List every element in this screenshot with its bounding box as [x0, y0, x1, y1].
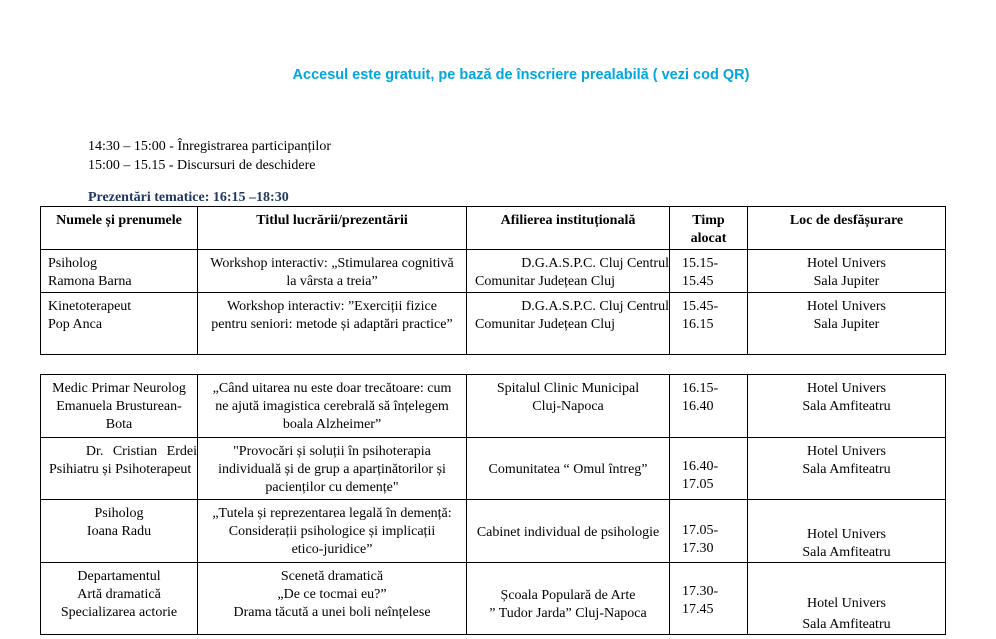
- affiliation-line: Spitalul Clinic Municipal: [496, 381, 640, 396]
- presentations-table-2: [40, 374, 946, 635]
- cell-affiliation: [467, 438, 670, 500]
- table-row: [41, 563, 946, 635]
- location-line: Hotel Univers: [807, 256, 886, 271]
- cell-title: [198, 438, 467, 500]
- title-line: Scenetă dramatică: [280, 569, 384, 584]
- cell-title: [198, 563, 467, 635]
- title-line: ne ajută imagistica cerebrală să înțelegem: [215, 399, 449, 414]
- name-line: Psiholog: [48, 256, 98, 271]
- title-line: la vârsta a treia”: [286, 274, 378, 289]
- table-row: [41, 293, 946, 355]
- title-line: etico-juridice”: [291, 542, 373, 557]
- cell-time: 16.15-16.40: [670, 375, 748, 438]
- name-line: Psihiatru și Psihoterapeut: [49, 462, 192, 477]
- location-line: Hotel Univers: [807, 299, 886, 314]
- schedule-registration: 14:30 – 15:00 - Înregistrarea participanților: [88, 139, 331, 154]
- cell-time: 16.40-17.05: [670, 438, 748, 500]
- header-name: Numele și prenumele: [41, 207, 198, 250]
- header-location: Loc de desfășurare: [748, 207, 946, 250]
- cell-affiliation: [467, 375, 670, 438]
- header-time-line2: alocat: [690, 231, 727, 246]
- title-line: Workshop interactiv: ”Exerciții fizice: [227, 299, 437, 314]
- cell-affiliation: [467, 500, 670, 563]
- presentations-table-1: [40, 206, 946, 355]
- header-time-line1: Timp: [692, 213, 725, 228]
- location-line: Sala Amfiteatru: [802, 399, 891, 414]
- location-line: Sala Jupiter: [813, 274, 880, 289]
- name-line: Bota: [105, 417, 133, 432]
- cell-title: [198, 293, 467, 355]
- name-line: Medic Primar Neurolog: [52, 381, 186, 396]
- location-line: Hotel Univers: [807, 596, 886, 611]
- title-line: „De ce tocmai eu?”: [277, 587, 387, 602]
- location-line: Hotel Univers: [807, 381, 886, 396]
- name-line: Dr. Cristian Erdei: [85, 444, 197, 459]
- name-line: Pop Anca: [48, 317, 103, 332]
- cell-affiliation: [467, 250, 670, 293]
- affiliation-line: Comunitar Județean Cluj: [475, 317, 615, 332]
- cell-name: [41, 438, 198, 500]
- cell-location: [748, 250, 946, 293]
- title-line: pentru seniori: metode și adaptări practice”: [211, 317, 453, 332]
- cell-location: [748, 293, 946, 355]
- name-line: Ioana Radu: [86, 524, 152, 539]
- affiliation-line: Comunitar Județean Cluj: [475, 274, 615, 289]
- header-title: Titlul lucrării/prezentării: [198, 207, 467, 250]
- title-line: Workshop interactiv: „Stimularea cognitivă: [210, 256, 454, 271]
- table-row: [41, 500, 946, 563]
- location-line: Sala Amfiteatru: [802, 545, 891, 560]
- location-line: Sala Jupiter: [813, 317, 880, 332]
- table-row: [41, 250, 946, 293]
- cell-title: [198, 375, 467, 438]
- cell-time: 15.15-15.45: [670, 250, 748, 293]
- section-title: Prezentări tematice: 16:15 –18:30: [88, 190, 289, 205]
- title-line: „Tutela și reprezentarea legală în demență:: [212, 506, 452, 521]
- cell-affiliation: [467, 293, 670, 355]
- cell-affiliation: [467, 563, 670, 635]
- table-row: [41, 375, 946, 438]
- cell-time: 15.45-16.15: [670, 293, 748, 355]
- location-line: Hotel Univers: [807, 444, 886, 459]
- cell-name: [41, 293, 198, 355]
- title-line: boala Alzheimer”: [282, 417, 382, 432]
- title-line: Considerații psihologice și implicații: [228, 524, 436, 539]
- cell-name: [41, 500, 198, 563]
- name-line: Specializarea actorie: [60, 605, 178, 620]
- cell-name: [41, 250, 198, 293]
- name-line: Ramona Barna: [48, 274, 132, 289]
- affiliation-line: Cabinet individual de psihologie: [476, 525, 660, 540]
- cell-name: [41, 375, 198, 438]
- cell-title: [198, 250, 467, 293]
- title-line: pacienților cu demențe": [265, 480, 399, 495]
- affiliation-line: ” Tudor Jarda” Cluj-Napoca: [489, 606, 647, 621]
- affiliation-line: D.G.A.S.P.C. Cluj Centrul: [521, 256, 669, 271]
- name-line: Emanuela Brusturean-: [56, 399, 182, 414]
- title-line: individuală și de grup a aparținătorilor și: [218, 462, 446, 477]
- cell-location: [748, 375, 946, 438]
- name-line: Departamentul: [77, 569, 161, 584]
- table-header-row: [41, 207, 946, 250]
- cell-name: [41, 563, 198, 635]
- cell-location: [748, 500, 946, 563]
- schedule-opening: 15:00 – 15.15 - Discursuri de deschidere: [88, 158, 316, 173]
- name-line: Kinetoterapeut: [48, 299, 132, 314]
- header-affiliation: Afilierea instituțională: [467, 207, 670, 250]
- cell-location: [748, 438, 946, 500]
- free-access-notice: Accesul este gratuit, pe bază de înscriere prealabilă ( vezi cod QR): [292, 67, 750, 83]
- title-line: Drama tăcută a unei boli neînțelese: [233, 605, 431, 620]
- affiliation-line: Comunitatea “ Omul întreg”: [488, 462, 648, 477]
- title-line: „Când uitarea nu este doar trecătoare: cum: [212, 381, 452, 396]
- header-time: [670, 207, 748, 250]
- affiliation-line: D.G.A.S.P.C. Cluj Centrul: [521, 299, 669, 314]
- table-row: [41, 438, 946, 500]
- affiliation-line: Cluj-Napoca: [532, 399, 604, 414]
- name-line: Artă dramatică: [77, 587, 161, 602]
- cell-location: [748, 563, 946, 635]
- name-line: Psiholog: [94, 506, 144, 521]
- location-line: Hotel Univers: [807, 527, 886, 542]
- location-line: Sala Amfiteatru: [802, 462, 891, 477]
- cell-time: 17.05- 17.30: [670, 500, 748, 563]
- affiliation-line: Școala Populară de Arte: [500, 588, 636, 603]
- cell-time: 17.30- 17.45: [670, 563, 748, 635]
- cell-title: [198, 500, 467, 563]
- location-line: Sala Amfiteatru: [802, 617, 891, 632]
- title-line: "Provocări și soluții în psihoterapia: [233, 444, 431, 459]
